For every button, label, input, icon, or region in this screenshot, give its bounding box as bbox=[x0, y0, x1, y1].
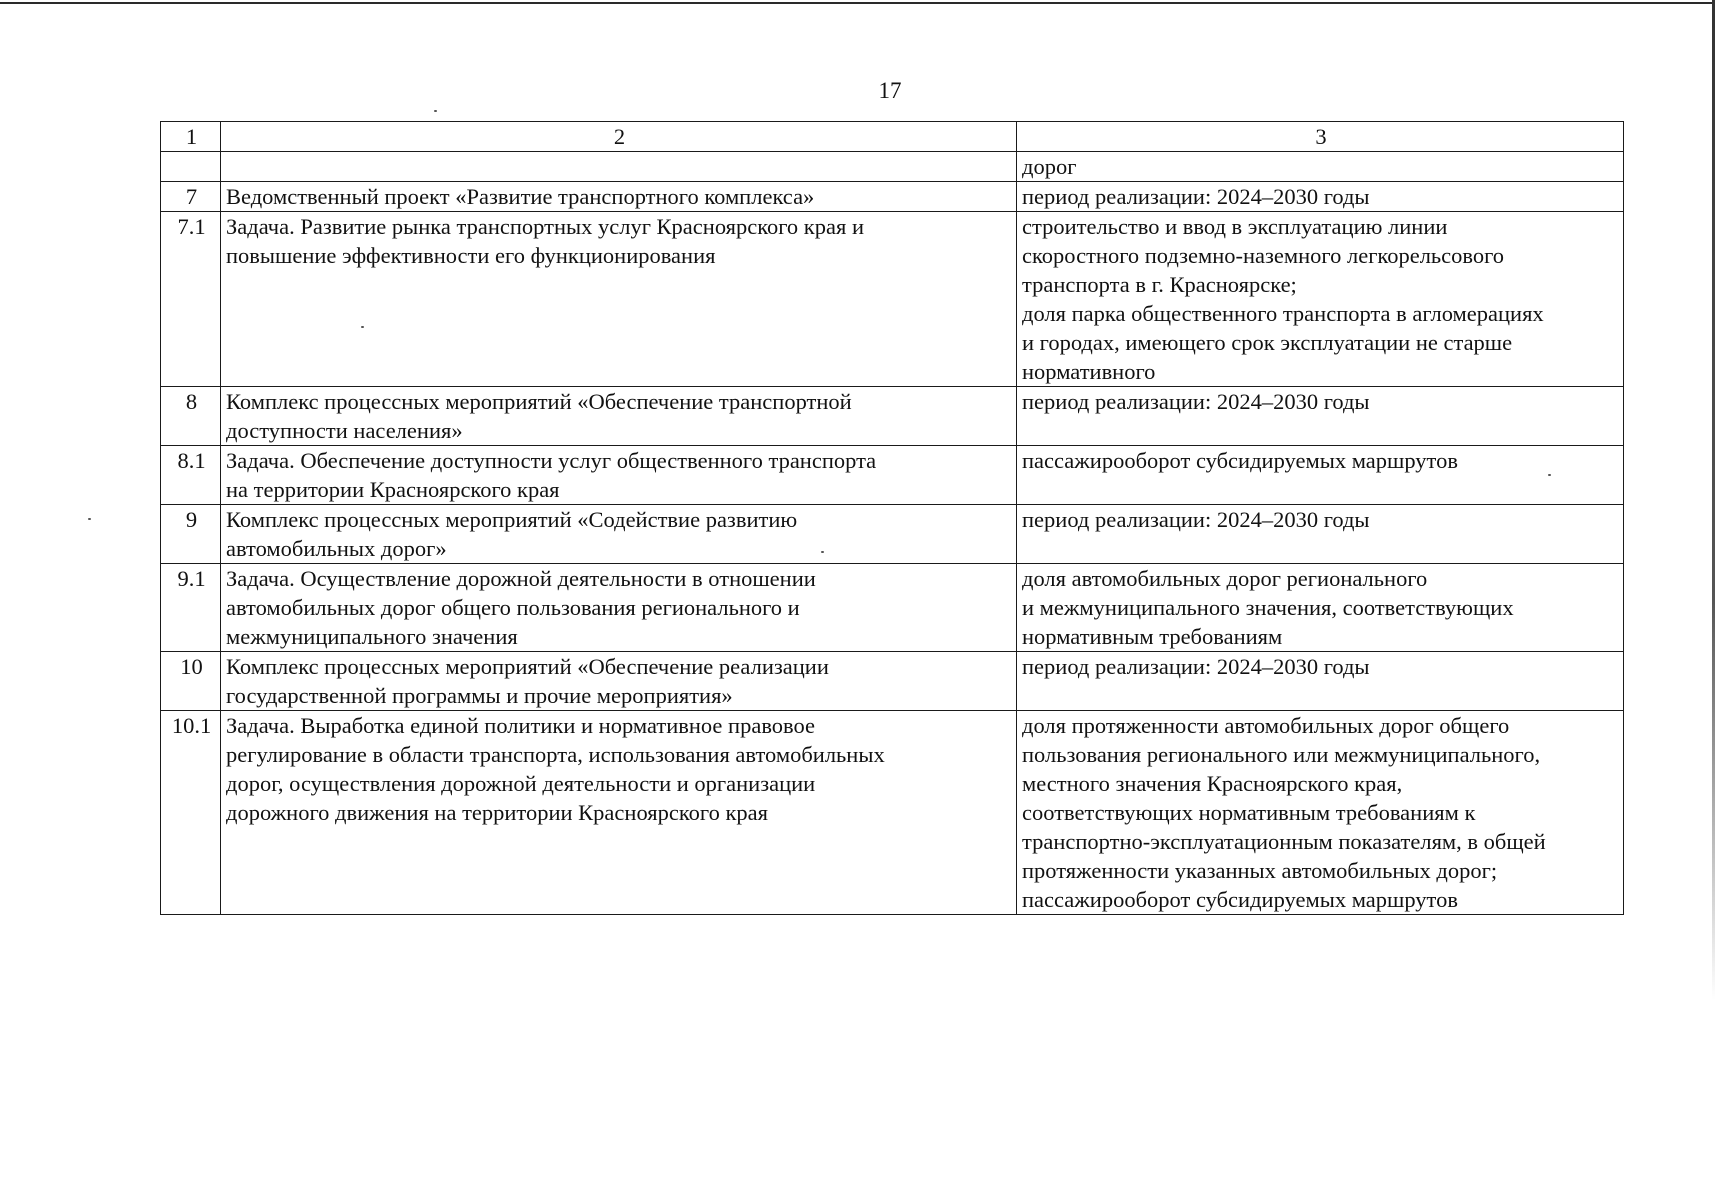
row-indicator: период реализации: 2024–2030 годы bbox=[1017, 387, 1624, 446]
row-name: Задача. Выработка единой политики и нормативное правовое регулирование в области транспорта, использования автомобильных дорог, осуществления дорожной деятельности и организации дорожного движения на территории Красноярского края bbox=[221, 711, 1017, 915]
program-structure-table bbox=[160, 121, 1624, 915]
row-name bbox=[221, 152, 1017, 182]
table-row bbox=[161, 152, 1624, 182]
table-row bbox=[161, 711, 1624, 915]
table-row bbox=[161, 387, 1624, 446]
scan-right-edge bbox=[1712, 0, 1715, 1000]
column-header-2: 2 bbox=[221, 122, 1017, 152]
row-indicator: период реализации: 2024–2030 годы bbox=[1017, 182, 1624, 212]
row-indicator: пассажирооборот субсидируемых маршрутов bbox=[1017, 446, 1624, 505]
table-row bbox=[161, 652, 1624, 711]
row-indicator: доля протяженности автомобильных дорог общего пользования регионального или межмуниципального, местного значения Красноярского края, соответствующих нормативным требованиям к транспортно-эксплуатационным показателям, в общей протяженности указанных автомобильных дорог; пассажирооборот субсидируемых маршрутов bbox=[1017, 711, 1624, 915]
row-indicator: дорог bbox=[1017, 152, 1624, 182]
row-number bbox=[161, 152, 221, 182]
row-name: Задача. Обеспечение доступности услуг общественного транспорта на территории Красноярского края bbox=[221, 446, 1017, 505]
row-number: 7 bbox=[161, 182, 221, 212]
row-name: Комплекс процессных мероприятий «Содействие развитию автомобильных дорог» bbox=[221, 505, 1017, 564]
row-number: 9.1 bbox=[161, 564, 221, 652]
row-indicator: период реализации: 2024–2030 годы bbox=[1017, 505, 1624, 564]
row-indicator: строительство и ввод в эксплуатацию линии скоростного подземно-наземного легкорельсового транспорта в г. Красноярске; доля парка общественного транспорта в агломерациях и городах, имеющего срок эксплуатации не старше нормативного bbox=[1017, 212, 1624, 387]
table-row bbox=[161, 212, 1624, 387]
table-header-row bbox=[161, 122, 1624, 152]
scan-top-border bbox=[0, 2, 1712, 4]
row-name: Комплекс процессных мероприятий «Обеспечение транспортной доступности населения» bbox=[221, 387, 1017, 446]
row-number: 8 bbox=[161, 387, 221, 446]
row-name: Задача. Развитие рынка транспортных услуг Красноярского края и повышение эффективности его функционирования bbox=[221, 212, 1017, 387]
row-number: 7.1 bbox=[161, 212, 221, 387]
column-header-3: 3 bbox=[1017, 122, 1624, 152]
scan-speck bbox=[434, 110, 437, 112]
scan-speck bbox=[88, 518, 91, 520]
row-number: 10.1 bbox=[161, 711, 221, 915]
row-number: 10 bbox=[161, 652, 221, 711]
table-row bbox=[161, 564, 1624, 652]
table-row bbox=[161, 505, 1624, 564]
row-name: Комплекс процессных мероприятий «Обеспечение реализации государственной программы и прочие мероприятия» bbox=[221, 652, 1017, 711]
row-indicator: период реализации: 2024–2030 годы bbox=[1017, 652, 1624, 711]
row-name: Задача. Осуществление дорожной деятельности в отношении автомобильных дорог общего пользования регионального и межмуниципального значения bbox=[221, 564, 1017, 652]
row-indicator: доля автомобильных дорог регионального и межмуниципального значения, соответствующих нормативным требованиям bbox=[1017, 564, 1624, 652]
column-header-1: 1 bbox=[161, 122, 221, 152]
page-number: 17 bbox=[878, 78, 902, 103]
table-row bbox=[161, 446, 1624, 505]
row-number: 9 bbox=[161, 505, 221, 564]
row-name: Ведомственный проект «Развитие транспортного комплекса» bbox=[221, 182, 1017, 212]
row-number: 8.1 bbox=[161, 446, 221, 505]
table-row bbox=[161, 182, 1624, 212]
